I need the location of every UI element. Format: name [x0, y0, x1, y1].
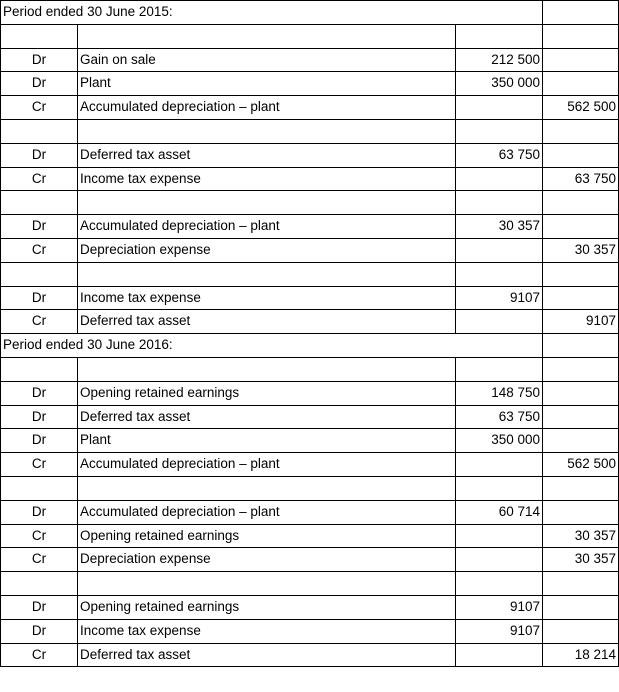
debit-cell: [456, 167, 543, 191]
debit-cell: 63 750: [456, 143, 543, 167]
period-heading: Period ended 30 June 2016:: [1, 334, 543, 358]
credit-cell: [543, 476, 619, 500]
period-heading-row: [1, 334, 619, 358]
credit-cell: [543, 215, 619, 239]
period-heading-row: [1, 1, 619, 25]
journal-line-row: [1, 595, 619, 619]
blank-row: [1, 24, 619, 48]
account-cell: Opening retained earnings: [78, 524, 456, 548]
credit-cell: 63 750: [543, 167, 619, 191]
credit-cell: [543, 262, 619, 286]
journal-line-row: [1, 619, 619, 643]
debit-cell: 9107: [456, 286, 543, 310]
credit-cell: 562 500: [543, 96, 619, 120]
side-cell: Dr: [1, 72, 78, 96]
credit-cell: [543, 334, 619, 358]
period-heading: Period ended 30 June 2015:: [1, 1, 543, 25]
account-cell: Gain on sale: [78, 48, 456, 72]
journal-line-row: [1, 238, 619, 262]
account-cell: [78, 191, 456, 215]
side-cell: [1, 119, 78, 143]
side-cell: Cr: [1, 453, 78, 477]
credit-cell: 30 357: [543, 238, 619, 262]
side-cell: Dr: [1, 500, 78, 524]
side-cell: Dr: [1, 286, 78, 310]
credit-cell: [543, 381, 619, 405]
side-cell: Dr: [1, 143, 78, 167]
account-cell: Accumulated depreciation – plant: [78, 453, 456, 477]
journal-line-row: [1, 48, 619, 72]
debit-cell: [456, 24, 543, 48]
credit-cell: [543, 24, 619, 48]
debit-cell: [456, 476, 543, 500]
credit-cell: [543, 72, 619, 96]
side-cell: Cr: [1, 548, 78, 572]
side-cell: Dr: [1, 48, 78, 72]
side-cell: [1, 191, 78, 215]
debit-cell: 63 750: [456, 405, 543, 429]
side-cell: Cr: [1, 643, 78, 667]
account-cell: [78, 119, 456, 143]
credit-cell: [543, 48, 619, 72]
blank-row: [1, 262, 619, 286]
debit-cell: 350 000: [456, 429, 543, 453]
account-cell: Opening retained earnings: [78, 381, 456, 405]
debit-cell: [456, 643, 543, 667]
credit-cell: [543, 405, 619, 429]
side-cell: Dr: [1, 215, 78, 239]
account-cell: [78, 572, 456, 596]
account-cell: [78, 476, 456, 500]
credit-cell: [543, 286, 619, 310]
debit-cell: [456, 191, 543, 215]
journal-line-row: [1, 500, 619, 524]
account-cell: Accumulated depreciation – plant: [78, 500, 456, 524]
debit-cell: 60 714: [456, 500, 543, 524]
journal-line-row: [1, 96, 619, 120]
account-cell: Depreciation expense: [78, 548, 456, 572]
side-cell: Cr: [1, 524, 78, 548]
credit-cell: [543, 119, 619, 143]
account-cell: Opening retained earnings: [78, 595, 456, 619]
debit-cell: [456, 572, 543, 596]
side-cell: [1, 357, 78, 381]
side-cell: Dr: [1, 405, 78, 429]
account-cell: Income tax expense: [78, 286, 456, 310]
account-cell: [78, 262, 456, 286]
credit-cell: 562 500: [543, 453, 619, 477]
journal-line-row: [1, 381, 619, 405]
blank-row: [1, 191, 619, 215]
credit-cell: [543, 191, 619, 215]
journal-line-row: [1, 429, 619, 453]
debit-cell: 9107: [456, 619, 543, 643]
side-cell: [1, 24, 78, 48]
journal-line-row: [1, 167, 619, 191]
journal-line-row: [1, 215, 619, 239]
debit-cell: [456, 548, 543, 572]
journal-line-row: [1, 310, 619, 334]
side-cell: Cr: [1, 310, 78, 334]
account-cell: Deferred tax asset: [78, 643, 456, 667]
credit-cell: 30 357: [543, 548, 619, 572]
journal-line-row: [1, 143, 619, 167]
credit-cell: 30 357: [543, 524, 619, 548]
side-cell: [1, 572, 78, 596]
debit-cell: 30 357: [456, 215, 543, 239]
debit-cell: 148 750: [456, 381, 543, 405]
debit-cell: [456, 453, 543, 477]
journal-line-row: [1, 453, 619, 477]
journal-line-row: [1, 643, 619, 667]
debit-cell: [456, 262, 543, 286]
account-cell: [78, 24, 456, 48]
debit-cell: 9107: [456, 595, 543, 619]
credit-cell: [543, 143, 619, 167]
blank-row: [1, 357, 619, 381]
account-cell: Deferred tax asset: [78, 143, 456, 167]
debit-cell: [456, 119, 543, 143]
debit-cell: 350 000: [456, 72, 543, 96]
account-cell: Income tax expense: [78, 619, 456, 643]
debit-cell: [456, 96, 543, 120]
side-cell: Dr: [1, 429, 78, 453]
side-cell: [1, 476, 78, 500]
debit-cell: [456, 524, 543, 548]
credit-cell: [543, 1, 619, 25]
journal-line-row: [1, 405, 619, 429]
account-cell: Plant: [78, 429, 456, 453]
journal-line-row: [1, 548, 619, 572]
blank-row: [1, 572, 619, 596]
account-cell: Income tax expense: [78, 167, 456, 191]
side-cell: Cr: [1, 167, 78, 191]
account-cell: Accumulated depreciation – plant: [78, 215, 456, 239]
debit-cell: [456, 238, 543, 262]
credit-cell: [543, 357, 619, 381]
side-cell: Dr: [1, 619, 78, 643]
account-cell: Accumulated depreciation – plant: [78, 96, 456, 120]
credit-cell: 18 214: [543, 643, 619, 667]
side-cell: Dr: [1, 595, 78, 619]
account-cell: Depreciation expense: [78, 238, 456, 262]
account-cell: Deferred tax asset: [78, 310, 456, 334]
credit-cell: [543, 500, 619, 524]
account-cell: Deferred tax asset: [78, 405, 456, 429]
credit-cell: [543, 572, 619, 596]
journal-line-row: [1, 72, 619, 96]
credit-cell: [543, 619, 619, 643]
blank-row: [1, 476, 619, 500]
account-cell: Plant: [78, 72, 456, 96]
side-cell: Dr: [1, 381, 78, 405]
account-cell: [78, 357, 456, 381]
blank-row: [1, 119, 619, 143]
side-cell: Cr: [1, 238, 78, 262]
debit-cell: 212 500: [456, 48, 543, 72]
side-cell: Cr: [1, 96, 78, 120]
credit-cell: [543, 595, 619, 619]
journal-line-row: [1, 286, 619, 310]
journal-line-row: [1, 524, 619, 548]
credit-cell: 9107: [543, 310, 619, 334]
side-cell: [1, 262, 78, 286]
debit-cell: [456, 357, 543, 381]
credit-cell: [543, 429, 619, 453]
debit-cell: [456, 310, 543, 334]
